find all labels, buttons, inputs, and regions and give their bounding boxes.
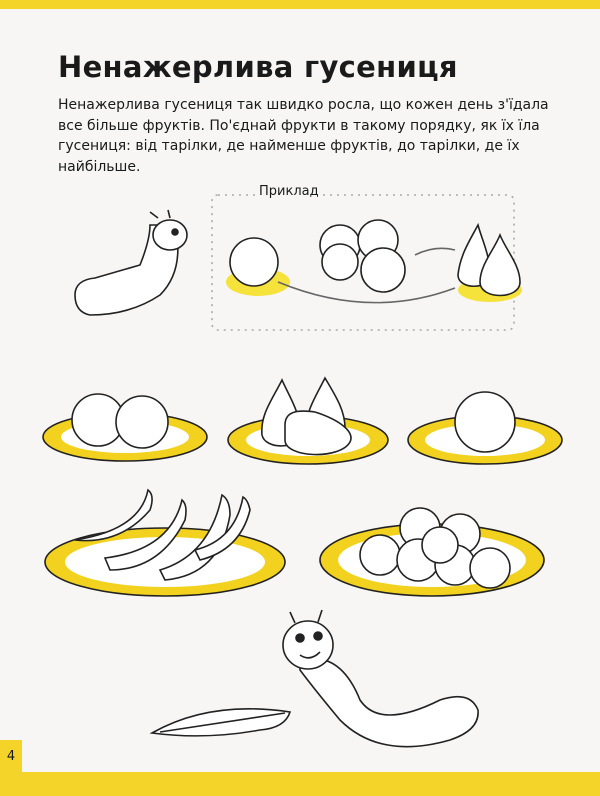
example-apples bbox=[320, 220, 405, 292]
page-number: 4 bbox=[0, 740, 22, 772]
big-caterpillar bbox=[283, 610, 478, 747]
plate-bananas bbox=[45, 490, 285, 596]
instructions-text: Ненажерлива гусениця так швидко росла, що кожен день з'їдала все більше фруктів. По'єднай фрукти в такому порядку, як їх їла гусениця: від тарілки, де найменше фруктів, до тарілки, де їх найбільше. bbox=[58, 97, 549, 175]
leaf bbox=[152, 709, 290, 736]
bottom-accent-bar bbox=[0, 772, 600, 796]
small-caterpillar bbox=[75, 210, 187, 315]
plate-apples bbox=[320, 508, 544, 596]
plate-orange bbox=[408, 392, 562, 464]
page-title: Ненажерлива гусениця bbox=[58, 50, 458, 84]
example-orange bbox=[226, 238, 290, 296]
example-arrow-2 bbox=[415, 248, 455, 255]
example-label: Приклад bbox=[256, 184, 322, 199]
example-pears bbox=[458, 225, 522, 302]
plate-plums bbox=[43, 394, 207, 461]
plate-pears bbox=[228, 378, 388, 464]
